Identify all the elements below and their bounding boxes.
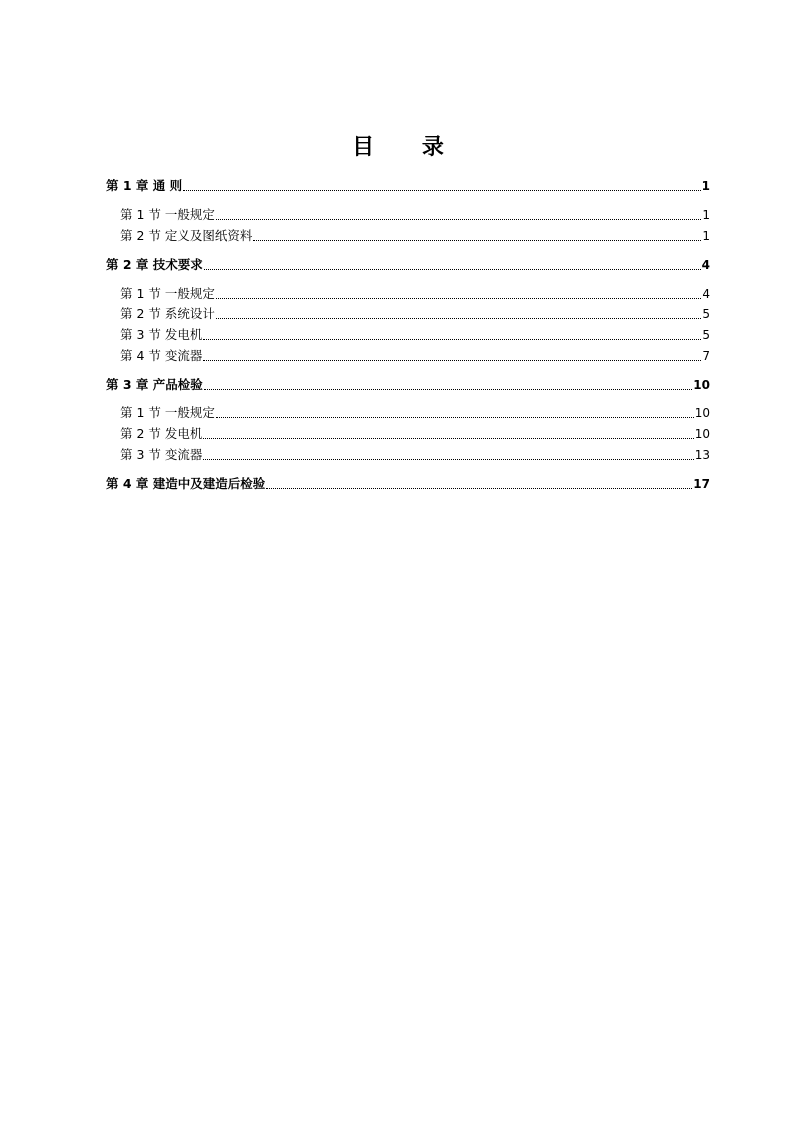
toc-page-number: 1 bbox=[702, 208, 710, 222]
toc-dot-leader bbox=[265, 474, 693, 494]
toc-dot-leader bbox=[252, 226, 702, 246]
toc-dot-leader bbox=[182, 176, 702, 196]
toc-entry-label: 第 1 节 一般规定 bbox=[120, 286, 215, 301]
toc-title: 目 录 bbox=[352, 135, 464, 160]
toc-section-2-3[interactable] bbox=[120, 325, 710, 345]
toc-page-number: 4 bbox=[701, 258, 710, 272]
toc-entry-label: 第 1 节 一般规定 bbox=[120, 207, 215, 222]
toc-dot-leader bbox=[215, 403, 695, 423]
toc-page-number: 10 bbox=[694, 427, 710, 441]
toc-page-number: 10 bbox=[694, 406, 710, 420]
toc-section-1-2[interactable] bbox=[120, 226, 710, 246]
toc-chapter-2[interactable] bbox=[106, 255, 710, 275]
toc-section-3-2[interactable] bbox=[120, 424, 710, 444]
toc-page-number: 5 bbox=[702, 307, 710, 321]
toc-page-number: 17 bbox=[693, 477, 710, 491]
toc-dot-leader bbox=[202, 445, 694, 465]
toc-section-2-4[interactable] bbox=[120, 346, 710, 366]
toc-entry-label: 第 4 章 建造中及建造后检验 bbox=[106, 476, 266, 491]
toc-page-number: 7 bbox=[702, 349, 710, 363]
toc-section-2-1[interactable] bbox=[120, 284, 710, 304]
toc-chapter-1[interactable] bbox=[106, 176, 710, 196]
toc-entry-label: 第 3 节 发电机 bbox=[120, 327, 203, 342]
toc-entry-label: 第 2 节 定义及图纸资料 bbox=[120, 228, 253, 243]
toc-dot-leader bbox=[203, 375, 694, 395]
toc-section-2-2[interactable] bbox=[120, 304, 710, 324]
toc-entry-label: 第 2 节 发电机 bbox=[120, 426, 203, 441]
toc-section-3-1[interactable] bbox=[120, 403, 710, 423]
toc-dot-leader bbox=[203, 255, 702, 275]
toc-page-number: 10 bbox=[693, 378, 710, 392]
toc-entry-label: 第 2 章 技术要求 bbox=[106, 257, 203, 272]
toc-dot-leader bbox=[202, 325, 702, 345]
toc-section-1-1[interactable] bbox=[120, 205, 710, 225]
toc-dot-leader bbox=[202, 424, 694, 444]
toc-chapter-3[interactable] bbox=[106, 375, 710, 395]
toc-dot-leader bbox=[215, 205, 702, 225]
toc-entry-label: 第 4 节 变流器 bbox=[120, 348, 203, 363]
toc-page-number: 1 bbox=[702, 229, 710, 243]
toc-page-number: 4 bbox=[702, 287, 710, 301]
toc-chapter-4[interactable] bbox=[106, 474, 710, 494]
toc-dot-leader bbox=[215, 304, 702, 324]
toc-dot-leader bbox=[215, 284, 702, 304]
toc-page-number: 5 bbox=[702, 328, 710, 342]
toc-entry-label: 第 2 节 系统设计 bbox=[120, 306, 215, 321]
toc-page-number: 13 bbox=[694, 448, 710, 462]
toc-entry-label: 第 1 章 通 则 bbox=[106, 178, 183, 193]
toc-entry-label: 第 3 节 变流器 bbox=[120, 447, 203, 462]
toc-entry-label: 第 3 章 产品检验 bbox=[106, 377, 203, 392]
toc-dot-leader bbox=[202, 346, 702, 366]
toc-entry-label: 第 1 节 一般规定 bbox=[120, 405, 215, 420]
toc-page-number: 1 bbox=[701, 179, 710, 193]
toc-section-3-3[interactable] bbox=[120, 445, 710, 465]
